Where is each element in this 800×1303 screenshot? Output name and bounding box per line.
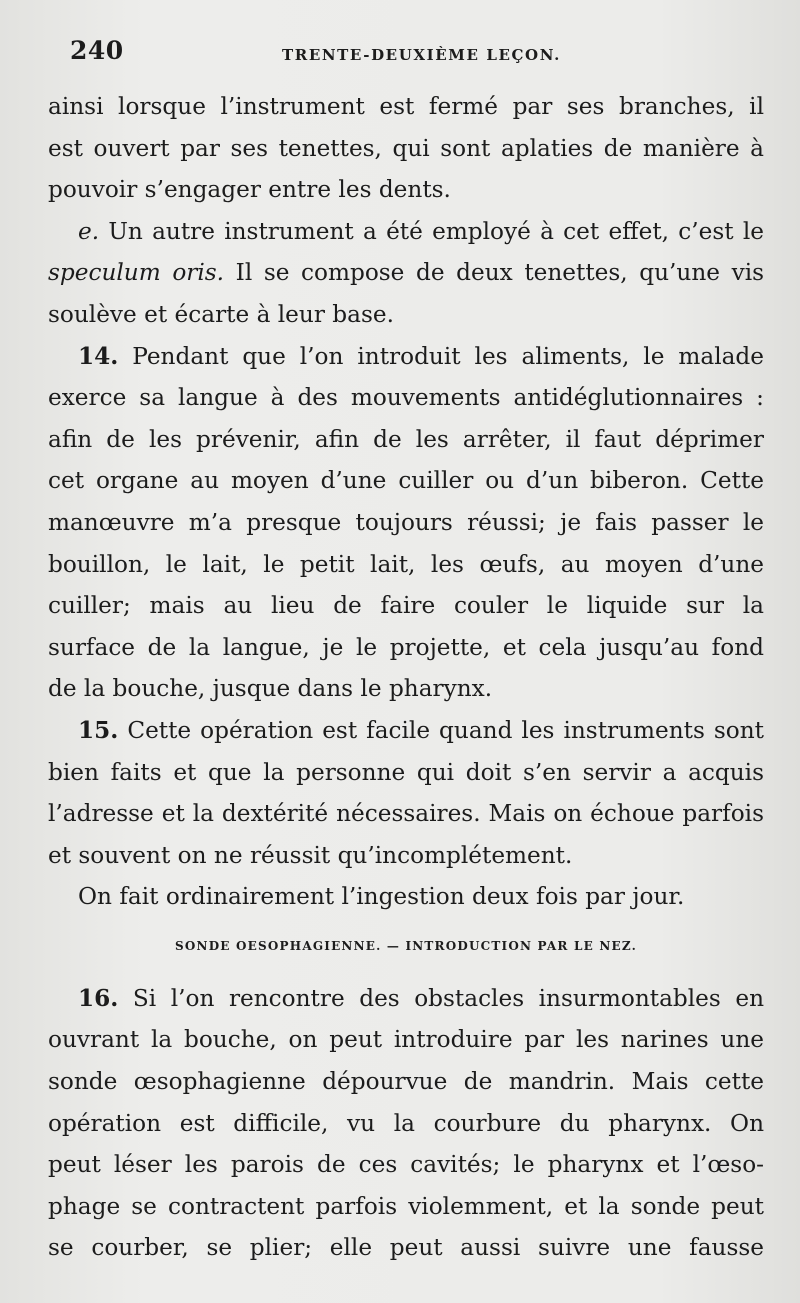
text-line: peut léser les parois de ces cavités; le pharynx et l’œso- xyxy=(48,1151,764,1179)
text-run: Cette opération est facile quand les instruments sont xyxy=(118,716,764,744)
text-line: ainsi lorsque l’instrument est fermé par ses branches, il xyxy=(48,93,764,120)
text-run: Pendant que l’on introduit les aliments, le malade xyxy=(118,342,764,370)
text-line xyxy=(48,252,764,294)
text-line: se courber, se plier; elle peut aussi suivre une fausse xyxy=(48,1234,764,1262)
text-line: bouillon, le lait, le petit lait, les œufs, au moyen d’une xyxy=(48,550,764,578)
text-run: Si l’on rencontre des obstacles insurmontables en xyxy=(118,984,764,1012)
text-line: manœuvre m’a presque toujours réussi; je fais passer le xyxy=(48,508,764,536)
page-header xyxy=(70,36,760,76)
text-line: bien faits et que la personne qui doit s’en servir a acquis xyxy=(48,758,764,786)
text-line: ouvrant la bouche, on peut introduire par les narines une xyxy=(48,1026,764,1054)
paragraph-number: 14. xyxy=(78,342,119,370)
paragraph-number: 16. xyxy=(78,984,119,1012)
text-line: pouvoir s’engager entre les dents. xyxy=(48,176,451,204)
text-line: afin de les prévenir, afin de les arrêter, il faut déprimer xyxy=(48,425,764,453)
text-line: de la bouche, jusque dans le pharynx. xyxy=(48,675,493,703)
text-line: soulève et écarte à leur base. xyxy=(48,300,394,328)
body-text xyxy=(48,86,764,1269)
running-title: TRENTE-DEUXIÈME LEÇON. xyxy=(282,46,561,64)
text-line: cet organe au moyen d’une cuiller ou d’un biberon. Cette xyxy=(48,467,764,495)
text-line: l’adresse et la dextérité nécessaires. Mais on échoue parfois xyxy=(48,800,764,828)
paragraph-15-first-line xyxy=(48,710,764,752)
text-line: On fait ordinairement l’ingestion deux fois par jour. xyxy=(78,883,685,911)
paragraph-e-first-line xyxy=(48,211,764,253)
text-line: sonde œsophagienne dépourvue de mandrin. Mais cette xyxy=(48,1068,764,1096)
text-line: phage se contractent parfois violemment, et la sonde peut xyxy=(48,1192,764,1220)
text-line: opération est difficile, vu la courbure du pharynx. On xyxy=(48,1109,764,1137)
italic-term: speculum oris. xyxy=(48,259,225,287)
paragraph-number: 15. xyxy=(78,716,119,744)
text-line: exerce sa langue à des mouvements antidéglutionnaires : xyxy=(48,384,764,412)
text-line: et souvent on ne réussit qu’incomplétement. xyxy=(48,841,573,869)
paragraph-16-first-line xyxy=(48,978,764,1020)
text-line: est ouvert par ses tenettes, qui sont aplaties de manière à xyxy=(48,134,764,162)
text-run: Il se compose de deux tenettes, qu’une vis xyxy=(224,259,765,287)
paragraph-14-first-line xyxy=(48,336,764,378)
text-run: Un autre instrument a été employé à cet effet, c’est le xyxy=(99,217,764,245)
text-line: surface de la langue, je le projette, et cela jusqu’au fond xyxy=(48,633,764,661)
text-line: cuiller; mais au lieu de faire couler le liquide sur la xyxy=(48,592,764,620)
page-number: 240 xyxy=(70,36,124,65)
paragraph-label: e. xyxy=(78,217,100,245)
section-heading: SONDE OESOPHAGIENNE. — INTRODUCTION PAR LE NEZ. xyxy=(175,938,637,953)
